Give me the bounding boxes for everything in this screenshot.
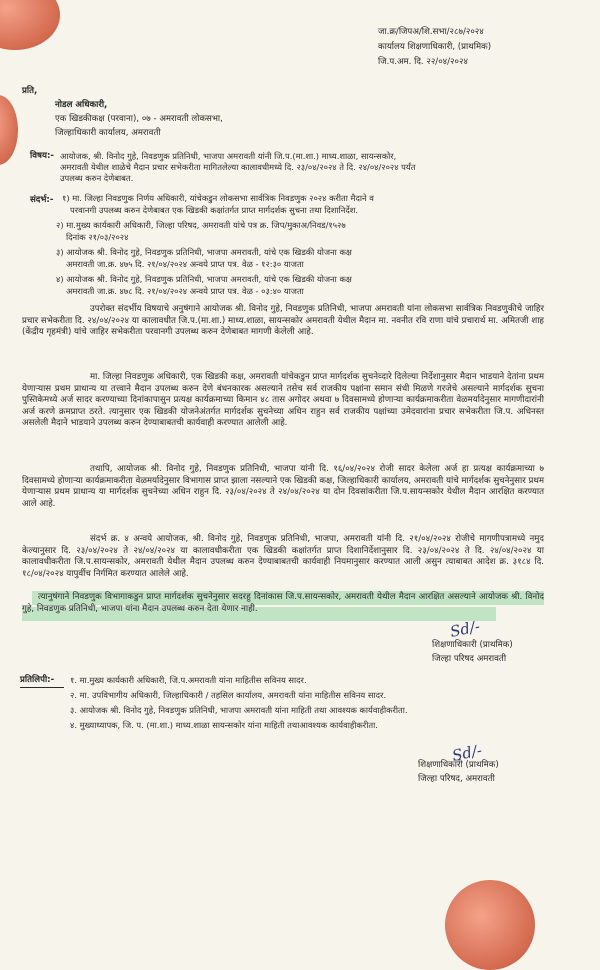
- reference-1a: १) मा. जिल्हा निवडणुक निर्णय अधिकारी, यांचेकडुन लोकसभा सार्वत्रिक निवडणुक २०२४ करीता मैदाने व: [62, 193, 374, 203]
- addressee-line2: एक खिडकीकक्ष (परवाना), ०७ - अमरावती लोकसभा,: [55, 114, 223, 124]
- copy-3: ३. आयोजक श्री. विनोद गुहे, निवडणुक प्रतिनिधी, भाजपा अमरावती यांना माहिती तथा आवश्यक कार्यवाहीकरीता.: [70, 705, 408, 715]
- signature-1: Sd/-: [448, 617, 482, 641]
- subject-line2: अमरावती येथील शाळेचे मैदान प्रचार सभेकरीता मागितलेल्या कालावधीमध्ये दि. २३/०४/२०२४ ते दि. २४/०४/२०२४ पर्यंत: [60, 162, 416, 172]
- prati: प्रति,: [22, 86, 38, 96]
- reference-3b: अमरावती जा.क्र. ४७५ दि. २१/०४/२०२४ अन्वये प्राप्त पत्र. वेळ - १२:३० याजता: [66, 259, 304, 269]
- reference-4a: ४) आयोजक श्री. विनोद गुहे, निवडणुक प्रतिनिधी, भाजपा अमरावती, यांचे एक खिडकी योजना कक्ष: [56, 274, 352, 284]
- addressee-line3: जिल्हाधिकारी कार्यालय, अमरावती: [55, 128, 161, 138]
- finger-top-left: [0, 0, 60, 50]
- signature-2-office: जिल्हा परिषद, अमरावती: [418, 774, 495, 784]
- paragraph-3: तथापि, आयोजक श्री. विनोद गुहे, निवडणुक प्रतिनिधी, भाजपा यांनी दि. १६/०४/२०२४ रोजी सादर केलेला अर्ज हा प्रत्यक्ष कार्यक्रमाच्या ७ दिवसामध्ये होणाऱ्या कार्यक्रमाकरीता वेळमर्यादेनुसार विभागास प्राप्त झाला नसल्याने एक खिडकी कक्ष, जिल्हाधिकारी कार्यालय, अमरावती यांचे मार्गदर्शक सुचनेनुसार प्रथम येणाऱ्यास प्रथम प्राधान्य या मार्गदर्शक सुचनेच्या अधिन राहुन दि. २३/०४/२०२४ ते २४/०४/२०२४ या दोन दिवसांकरीता जि.प.सायन्सकोर येथील मैदान आरक्षित करण्यात आले आहे.: [22, 464, 544, 509]
- paragraph-2: मा. जिल्हा निवडणुक अधिकारी, एक खिडकी कक्ष, अमरावती यांचेकडुन प्राप्त मार्गदर्शक सुचनेव्दारे दिलेल्या निर्देशानुसार मैदान भाडयाने देतांना प्रथम येणाऱ्यास प्रथम प्राधान्य या तत्त्वाने मैदान उपलब्ध करुन देणे बंधनकारक असल्याने तसेच सर्व राजकीय पक्षांना समान संधी मिळणे गरजेचे असल्याने मार्गदर्शक सुचना पुस्तिकेमध्ये अर्ज सादर करण्याच्या दिनांकापासुन प्रत्यक्ष कार्यक्रमाच्या किमान ४८ तास अगोदर अथवा ७ दिवसामध्ये होणाऱ्या कार्यक्रमाकरीता वेळमर्यादेनुसार मागणीदारांनी अर्ज करणे क्रमप्राप्त ठरते. त्यानुसार एक खिडकी योजनेअंतर्गत मार्गदर्शक सुचनेच्या अधिन राहुन सर्व राजकीय पक्षांच्या उमेदवारांना प्रचार सभेकरीता जि.प. अधिनस्त असलेली मैदाने भाडयाने उपलब्ध करुन देण्याबाबतची कार्यवाही करण्यात आलेली आहे.: [22, 372, 544, 429]
- signature-2-title: शिक्षणाधिकारी (प्राथमिक): [418, 760, 499, 770]
- paragraph-1: उपरोक्त संदर्भीय विषयाचे अनुषंगाने आयोजक श्री. विनोद गुहे, निवडणुक प्रतिनिधी, भाजपा अमरावती यांना लोकसभा सार्वत्रिक निवडणुकीचे जाहिर प्रचार सभेकरीता दि. २४/०४/२०२४ या कालावधीत जि.प.(मा.शा.) माध्य.शाळा, सायन्सकोर अमरावती येथील मैदान मा. नवनीत रवि राणा यांचे प्रचारार्थ मा. अमितजी शाह (केंद्रीय गृहमंत्री) यांचे जाहिर सभेकरीता परवानगी उपलब्ध करुन देणेबाबत मागणी केलेली आहे.: [22, 304, 544, 338]
- reference-number: जा.क्र/जिपअ/शि.सभा/२८७/२०२४: [378, 27, 484, 37]
- reference-2b: दिनांक २१/०३/२०२४: [66, 232, 129, 242]
- paragraph-5: त्यानुषंगाने निवडणुक विभागाकडुन प्राप्त मार्गदर्शक सुचनेनुसार सदरहु दिनांकास जि.प.सायन्सकोर, अमरावती येथील मैदान आरक्षित असल्याने आयोजक श्री. विनोद गुहे, निवडणुक प्रतिनिधी, भाजपा यांना मैदान उपलब्ध करुन देता येणार नाही.: [22, 592, 544, 614]
- copy-2: २. मा. उपविभागीय अधिकारी, जिल्हाधिकारी / तहसिल कार्यालय, अमरावती यांना माहितीस सविनय सादर.: [70, 690, 387, 700]
- subject-label: विषय:-: [30, 151, 54, 161]
- subject-line3: उपलब्ध करुन देणेबाबत.: [60, 173, 134, 183]
- copy-1: १. मा.मुख्य कार्यकारी अधिकारी, जि.प.अमरावती यांना माहितीस सविनय सादर.: [70, 675, 307, 685]
- place-date: जि.प.अम. दि. २२/०४/२०२४: [378, 57, 468, 67]
- finger-bottom-right: [445, 880, 535, 970]
- references-label: संदर्भ:-: [30, 195, 54, 205]
- copies-label-underline: [20, 687, 64, 688]
- reference-3a: ३) आयोजक श्री. विनोद गुहे, निवडणुक प्रतिनिधी, भाजपा अमरावती, यांचे एक खिडकी योजना कक्ष: [56, 247, 352, 257]
- signature-1-office: जिल्हा परिषद अमरावती: [432, 654, 507, 664]
- copy-4: ४. मुख्याध्यापक, जि. प. (मा.शा.) माध्य.शाळा सायन्सकोर यांना माहिती तथाआवश्यक कार्यवाहीकरीता.: [70, 720, 378, 730]
- finger-left-middle: [0, 95, 18, 165]
- copies-label: प्रतिलिपी:-: [20, 675, 55, 685]
- reference-1b: परवानगी उपलब्ध करुन देणेबाबत एक खिडकी कक्षांतर्गत प्राप्त मार्गदर्शक सुचना तथा दिशानिर्देश.: [70, 205, 358, 215]
- reference-4b: अमरावती जा.क्र. ४७८ दि. २१/०४/२०२४ अन्वये प्राप्त पत्र. वेळ - ०३:४० याजता: [66, 286, 304, 296]
- paragraph-4: संदर्भ क्र. ४ अन्वये आयोजक, श्री. विनोद गुहे, निवडणुक प्रतिनिधी, भाजपा, अमरावती यांनी दि. २१/०४/२०२४ रोजीचे मागणीपत्रामध्ये नमुद केल्यानुसार दि. २३/०४/२०२४ ते २४/०४/२०२४ या कालावधीकरीता एक खिडकी कक्षांतर्गत प्राप्त दिशानिर्देशानुसार दि. २३/०४/२०२४ ते दि. २४/०४/२०२४ या कालावधीकरीता जि.प.सायन्सकोर, अमरावती येथील मैदान उपलब्ध करुन देण्याबाबतची कार्यवाही नियमानुसार करण्यात आली असुन त्याबाबत आदेश क्र. ३१८४ दि. १८/०४/२०२४ यापुर्वीच निर्गमित करण्यात आलेले आहे.: [22, 534, 544, 579]
- addressee-line1: नोडल अधिकारी,: [55, 100, 108, 110]
- subject-line1: आयोजक, श्री. विनोद गुहे, निवडणुक प्रतिनिधी, भाजपा अमरावती यांनी जि.प.(मा.शा.) माध्य.शाळा, सायन्सकोर,: [60, 151, 397, 161]
- signature-2: Sd/-: [450, 741, 484, 765]
- office-name: कार्यालय शिक्षणाधिकारी, (प्राथमिक): [378, 42, 492, 52]
- signature-1-title: शिक्षणाधिकारी (प्राथमिक): [432, 640, 513, 650]
- reference-2a: २) मा.मुख्य कार्यकारी अधिकारी, जिल्हा परिषद, अमरावती यांचे पत्र क्र. जिप/मुकाअ/निवड/१५२७: [56, 220, 346, 230]
